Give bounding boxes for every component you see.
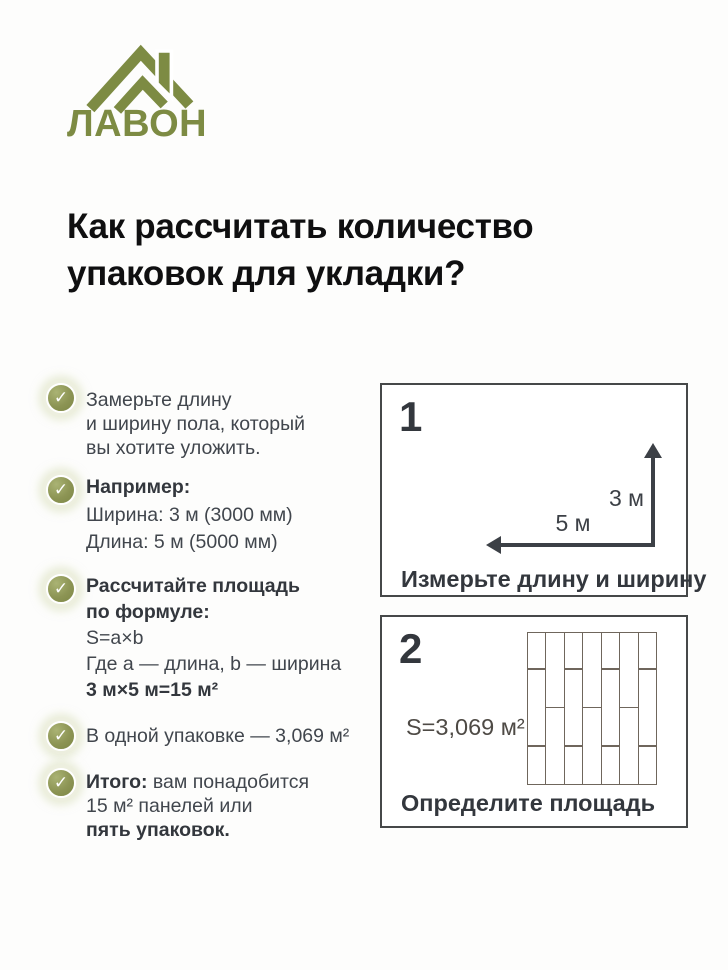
step-caption: Измерьте длину и ширину [401, 566, 707, 592]
horizontal-measure-line [501, 543, 655, 547]
check-icon [46, 574, 76, 604]
step-caption: Определите площадь [401, 790, 656, 816]
area-label: S=3,069 м² [406, 714, 525, 740]
page-title [67, 203, 687, 297]
width-dimension-label: 5 м [555, 510, 591, 536]
checklist-line: 15 м² панелей или [86, 795, 253, 817]
checklist-item-package-area [86, 724, 378, 748]
plank-column [602, 633, 620, 784]
plank-column [565, 633, 583, 784]
check-icon [46, 721, 76, 751]
checklist-item-measure [86, 388, 378, 460]
plank-column [620, 633, 638, 784]
plank-joint [620, 707, 637, 709]
checklist-line: пять упаковок. [86, 819, 230, 841]
step-box-1 [380, 383, 707, 597]
vertical-measure-line [651, 457, 655, 547]
step-number: 2 [399, 625, 423, 672]
plank-joint [528, 745, 545, 747]
check-icon [46, 475, 76, 505]
plank-joint [565, 745, 582, 747]
check-glyph: ✓ [53, 387, 69, 407]
checklist-line: Рассчитайте площадь [86, 575, 301, 597]
checklist-line: по формуле: [86, 601, 210, 623]
plank-joint [602, 745, 619, 747]
checklist-line: Ширина: 3 м (3000 мм) [86, 503, 293, 526]
checklist-line: Итого: вам понадобится [86, 771, 310, 793]
page-title-line-1: Как рассчитать количество [67, 207, 534, 246]
plank-joint [583, 707, 600, 709]
brand-name: ЛАВОН [67, 103, 208, 145]
plank-joint [602, 668, 619, 670]
arrow-up-icon [644, 443, 662, 458]
height-dimension-label: 3 м [609, 485, 644, 511]
arrow-left-icon [486, 536, 501, 554]
checklist-item-total [86, 770, 378, 842]
checklist-line: вы хотите уложить. [86, 437, 261, 459]
checklist-line: 3 м×5 м=15 м² [86, 679, 219, 701]
step-number: 1 [399, 393, 423, 440]
checklist-line: В одной упаковке — 3,069 м² [86, 725, 350, 747]
checklist-line: Где a — длина, b — ширина [86, 653, 342, 675]
plank-joint [528, 668, 545, 670]
plank-grid [527, 632, 657, 785]
check-icon [46, 383, 76, 413]
checklist-line: Например: [86, 476, 191, 498]
checklist-line: и ширину пола, который [86, 413, 306, 435]
plank-joint [565, 668, 582, 670]
plank-column [639, 633, 656, 784]
step-box-2 [380, 615, 688, 828]
plank-joint [639, 745, 656, 747]
check-glyph: ✓ [53, 772, 69, 792]
checklist-line: S=a×b [86, 627, 144, 649]
check-icon [46, 768, 76, 798]
check-glyph: ✓ [53, 479, 69, 499]
checklist-line: Длина: 5 м (5000 мм) [86, 531, 278, 553]
plank-column [583, 633, 601, 784]
plank-column [546, 633, 564, 784]
plank-column [528, 633, 546, 784]
page-title-line-2: упаковок для укладки? [67, 254, 466, 293]
check-glyph: ✓ [53, 725, 69, 745]
checklist-item-formula [86, 573, 378, 703]
checklist-item-example [86, 474, 378, 557]
plank-joint [546, 707, 563, 709]
plank-joint [639, 668, 656, 670]
checklist-line: Замерьте длину [86, 389, 232, 411]
check-glyph: ✓ [53, 578, 69, 598]
